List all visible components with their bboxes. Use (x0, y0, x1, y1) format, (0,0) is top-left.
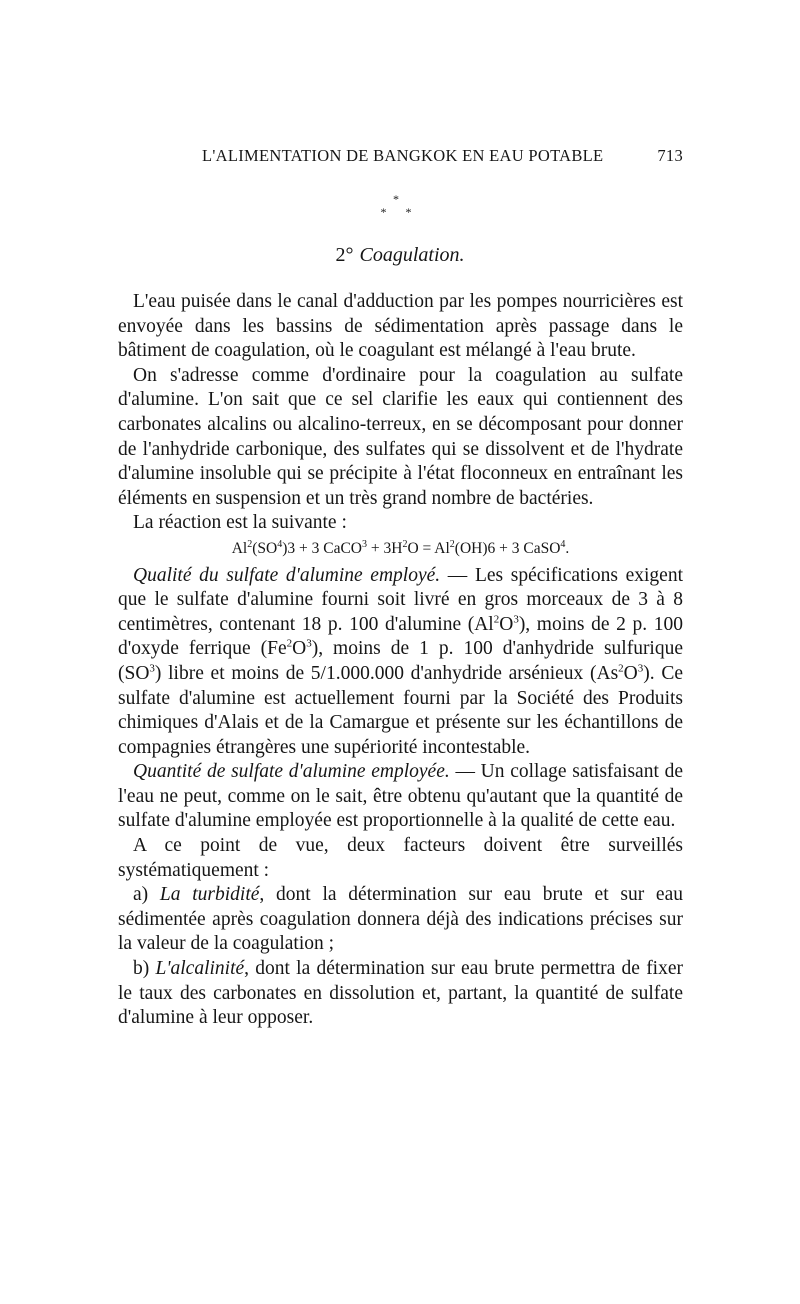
paragraph-quantity (118, 760, 683, 834)
paragraph-alkalinity (118, 957, 683, 1031)
quality-text: O (499, 613, 514, 635)
page-number: 713 (657, 146, 683, 165)
subscript-num: 3 (149, 662, 155, 675)
subscript-num: 3 (513, 613, 519, 626)
paragraph-turbidity (118, 883, 683, 957)
paragraph-intro: L'eau puisée dans le canal d'adduction par les pompes nourricières est envoyée dans les bassins de sédimentation après passage dans le bâtiment de coagulation, où le coagulant est mélangé à l'eau brute. (118, 291, 683, 362)
quantity-lead: Quantité de sulfate d'alumine employée. (133, 761, 450, 783)
eq-part: )3 + 3 CaCO (282, 539, 362, 557)
quality-text: ), moins de 1 p. 100 d'anhydride sulfurique (SO (118, 638, 684, 684)
body-text (118, 290, 683, 1031)
subscript-num: 3 (306, 637, 312, 650)
eq-part: (SO (252, 539, 278, 557)
turbidity-lead: La turbidité (159, 884, 260, 906)
quantity-text: — Un collage satisfaisant de l'eau ne peut, comme on le sait, être obtenu qu'autant que la quantité de sulfate d'alumine employée est proportionnelle à la qualité de cette eau. (118, 761, 684, 832)
quality-text: O (292, 638, 307, 660)
eq-part: Al (231, 539, 248, 557)
chemical-equation (118, 536, 683, 564)
subscript-num: 2 (493, 613, 500, 626)
section-title: Coagulation. (359, 244, 465, 266)
eq-part: + 3H (367, 539, 403, 557)
list-marker-b: b) (133, 958, 156, 980)
paragraph-reaction-intro: La réaction est la suivante : (133, 512, 347, 534)
subscript-num: 2 (618, 662, 624, 675)
asterism-top: * (393, 192, 407, 206)
alkalinity-lead: L'alcalinité (155, 958, 245, 980)
quality-text: ). Ce sulfate d'alumine est actuellement fourni par la Société des Produits chimiques d'Alais et de la Camargue et présente sur les échantillons de compagnies étrangères une supériorité incontestable. (118, 662, 683, 758)
eq-sup: 4 (277, 538, 283, 550)
quality-text: ), moins de 2 p. 100 d'oxyde ferrique (Fe (118, 613, 683, 660)
asterism-ornament (0, 193, 800, 219)
quality-text: ) libre et moins de 5/1.000.000 d'anhydride arsénieux (As (154, 662, 619, 684)
eq-sup: 3 (362, 538, 367, 550)
turbidity-text: , dont la détermination sur eau brute et sur eau sédimentée après coagulation donnera déjà des indications précises sur la valeur de la coagulation ; (118, 884, 683, 955)
quality-text: O (623, 662, 638, 684)
eq-sup: 2 (402, 538, 408, 550)
eq-sup: 2 (449, 538, 455, 550)
paragraph-quality (118, 564, 683, 761)
paragraph-sulfate: On s'adresse comme d'ordinaire pour la coagulation au sulfate d'alumine. L'on sait que ce sel clarifie les eaux qui contiennent des carbonates alcalins ou alcalino-terreux, en se décomposant pour donner de l'anhydride carbonique, des sulfates qui se dissolvent et de l'hydrate d'alumine insoluble qui se précipite à l'état floconneux en entraînant les éléments en suspension et un très grand nombre de bactéries. (118, 364, 683, 509)
quality-lead: Qualité du sulfate d'alumine employé. (133, 564, 441, 586)
subscript-num: 2 (286, 637, 293, 650)
section-number: 2° (335, 244, 354, 266)
paragraph-factors: A ce point de vue, deux facteurs doivent être surveillés systématiquement : (118, 835, 683, 881)
alkalinity-text: , dont la détermination sur eau brute permettra de fixer le taux des carbonates en dissolution et, partant, la quantité de sulfate d'alumine à leur opposer. (118, 958, 684, 1029)
eq-sup: 2 (247, 538, 253, 550)
asterism-bottom: * * (380, 205, 420, 219)
eq-sup: 4 (560, 538, 566, 550)
eq-part: (OH)6 + 3 CaSO (454, 539, 561, 557)
section-heading (0, 244, 800, 267)
list-marker-a: a) (133, 884, 160, 906)
running-title: L'ALIMENTATION DE BANGKOK EN EAU POTABLE (202, 146, 604, 165)
subscript-num: 3 (637, 662, 644, 675)
quality-text: — Les spécifications exigent que le sulfate d'alumine fourni soit livré en gros morceaux de 3 à 8 centimètres, contenant 18 p. 100 d'alumine (Al (118, 564, 683, 635)
eq-part: O = Al (407, 539, 450, 557)
eq-part: . (565, 539, 570, 557)
